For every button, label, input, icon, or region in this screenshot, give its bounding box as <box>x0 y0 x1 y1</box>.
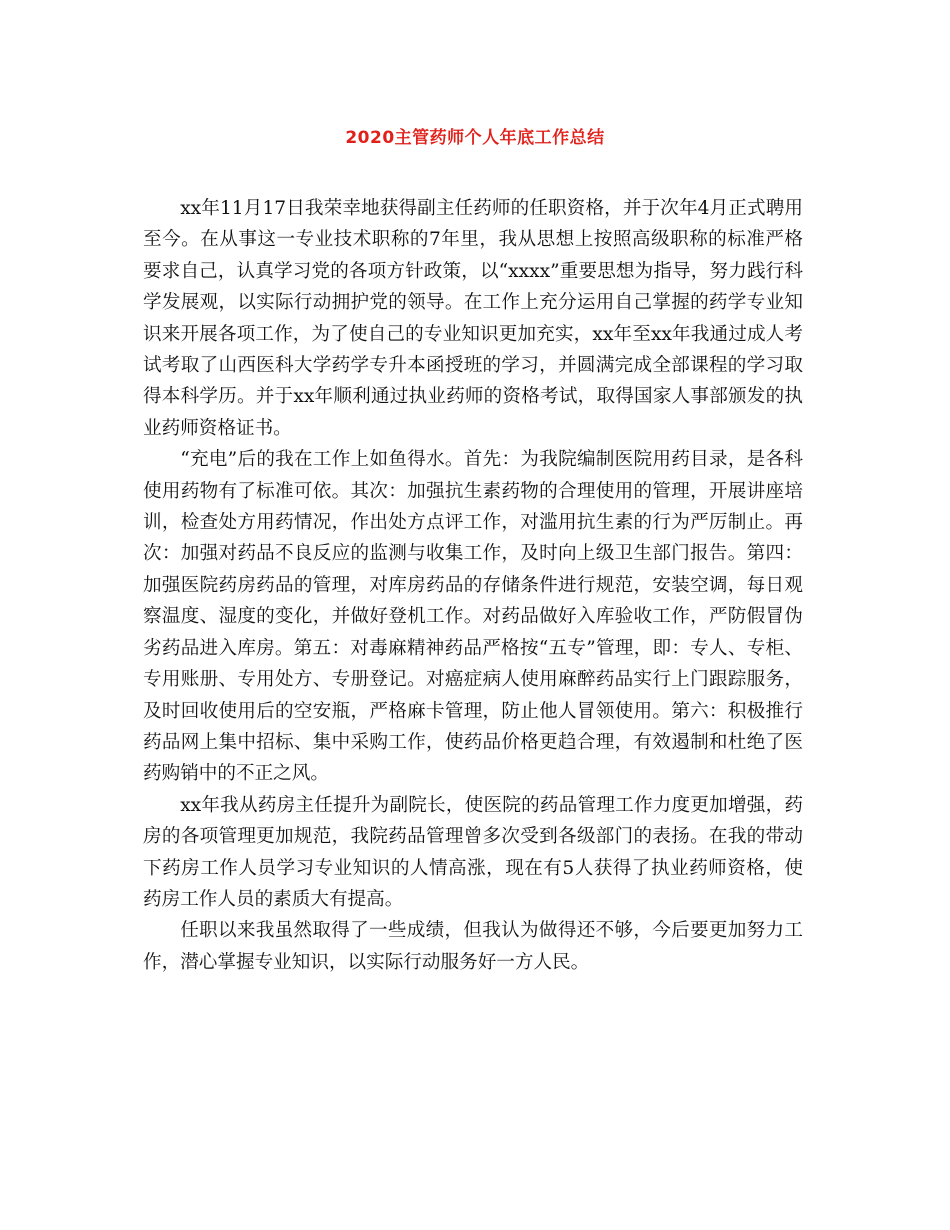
paragraph: xx年我从药房主任提升为副院长，使医院的药品管理工作力度更加增强，药房的各项管理更加规范，我院药品管理曾多次受到各级部门的表扬。在我的带动下药房工作人员学习专业知识的人情高涨，现在有5人获得了执业药师资格，使药房工作人员的素质大有提高。 <box>143 794 803 910</box>
paragraph: “充电”后的我在工作上如鱼得水。首先：为我院编制医院用药目录，是各科使用药物有了标准可依。其次：加强抗生素药物的合理使用的管理，开展讲座培训，检查处方用药情况，作出处方点评工作，对滥用抗生素的行为严厉制止。再次：加强对药品不良反应的监测与收集工作，及时向上级卫生部门报告。第四：加强医院药房药品的管理，对库房药品的存储条件进行规范，安装空调，每日观察温度、湿度的变化，并做好登机工作。对药品做好入库验收工作，严防假冒伪劣药品进入库房。第五：对毒麻精神药品严格按“五专”管理，即：专人、专柜、专用账册、专用处方、专册登记。对癌症病人使用麻醉药品实行上门跟踪服务，及时回收使用后的空安瓶，严格麻卡管理，防止他人冒领使用。第六：积极推行药品网上集中招标、集中采购工作，使药品价格更趋合理，有效遏制和杜绝了医药购销中的不正之风。 <box>143 449 803 785</box>
paragraph: 任职以来我虽然取得了一些成绩，但我认为做得还不够，今后要更加努力工作，潜心掌握专业知识，以实际行动服务好一方人民。 <box>143 920 803 973</box>
document-body <box>143 193 803 978</box>
document-title: 2020主管药师个人年底工作总结 <box>345 128 605 148</box>
paragraph: xx年11月17日我荣幸地获得副主任药师的任职资格，并于次年4月正式聘用至今。在从事这一专业技术职称的7年里，我从思想上按照高级职称的标准严格要求自己，认真学习党的各项方针政策，以“xxxx”重要思想为指导，努力践行科学发展观，以实际行动拥护党的领导。在工作上充分运用自己掌握的药学专业知识来开展各项工作，为了使自己的专业知识更加充实，xx年至xx年我通过成人考试考取了山西医科大学药学专升本函授班的学习，并圆满完成全部课程的学习取得本科学历。并于xx年顺利通过执业药师的资格考试，取得国家人事部颁发的执业药师资格证书。 <box>143 198 803 439</box>
